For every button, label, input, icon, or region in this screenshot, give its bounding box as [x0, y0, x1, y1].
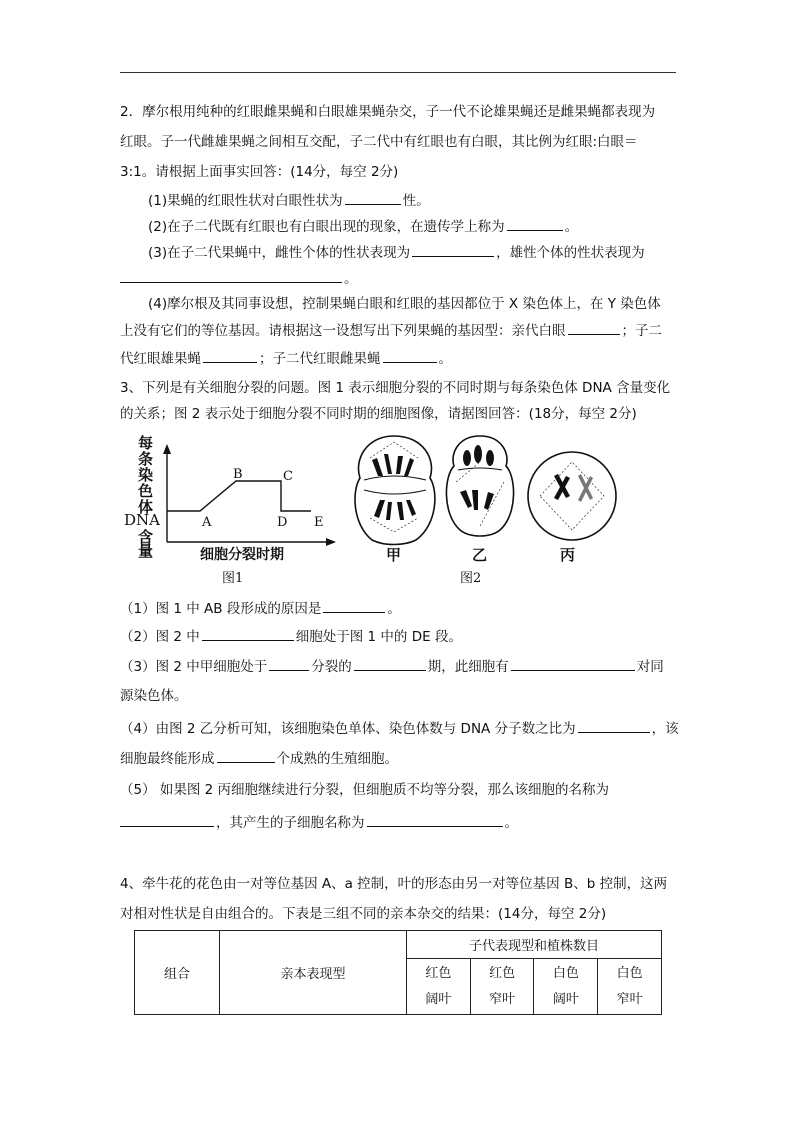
fig1-point-label: C [283, 469, 293, 484]
fig1-caption: 图1 [222, 571, 244, 586]
answer-blank[interactable] [202, 626, 294, 641]
fig1-point-label: D [277, 515, 288, 530]
answer-blank[interactable] [217, 748, 275, 763]
cross-results-table [134, 930, 662, 1015]
q3-sub-5-cont: ，其产生的子细胞名称为 。 [120, 812, 518, 833]
q3-sub-5: （5） 如果图 2 丙细胞继续进行分裂，但细胞质不均等分裂，那么该细胞的名称为 [120, 782, 610, 798]
figure-2-cells [350, 432, 620, 588]
cell-label: 丙 [560, 546, 576, 564]
q3-sub-3-cont: 源染色体。 [120, 688, 188, 704]
cell-label: 甲 [386, 546, 402, 564]
answer-blank[interactable] [120, 268, 342, 283]
answer-blank[interactable] [568, 320, 620, 335]
fig1-ylabel-char: 体 [138, 498, 154, 516]
table-header-offspring: 子代表现型和植株数目 [407, 931, 662, 959]
q3-line-1: 3、下列是有关细胞分裂的问题。图 1 表示细胞分裂的不同时期与每条染色体 DNA 含量变化 [120, 380, 671, 396]
fig1-curve [167, 481, 311, 511]
answer-blank[interactable] [511, 656, 635, 671]
answer-blank[interactable] [507, 216, 563, 231]
answer-blank[interactable] [120, 812, 214, 827]
answer-blank[interactable] [323, 598, 385, 613]
cell-bing [528, 452, 616, 540]
q2-sub-4-line-1: (4)摩尔根及其同事设想，控制果蝇白眼和红眼的基因都位于 X 染色体上，在 Y 染色体 [148, 296, 661, 312]
cell-label: 乙 [472, 546, 488, 564]
answer-blank[interactable] [367, 812, 503, 827]
q2-sub-3-cont: 。 [120, 268, 358, 289]
table-subheader: 红色 阔叶 [407, 959, 471, 1015]
q3-sub-4-cont: 细胞最终能形成 个成熟的生殖细胞。 [120, 748, 398, 769]
q2-sub-4-line-3: 代红眼雄果蝇 ；子二代红眼雌果蝇 。 [120, 348, 452, 369]
cell-yi-chromosomes [460, 445, 494, 510]
cell-jia [355, 436, 435, 545]
q2-line-3: 3:1。请根据上面事实回答：(14分，每空 2分) [120, 164, 399, 180]
fig1-ylabel-char: 条 [138, 450, 154, 468]
fig1-ylabel-char: 色 [138, 482, 154, 500]
q3-sub-2: （2）图 2 中 细胞处于图 1 中的 DE 段。 [120, 626, 462, 647]
fig1-xlabel: 细胞分裂时期 [200, 547, 284, 563]
q2-sub-4-line-2: 上没有它们的等位基因。请根据这一设想写出下列果蝇的基因型：亲代白眼 ；子二 [120, 320, 662, 341]
answer-blank[interactable] [578, 718, 650, 733]
figure-1-graph [120, 432, 340, 588]
q2-sub-1: (1)果蝇的红眼性状对白眼性状为 性。 [148, 190, 430, 211]
q3-sub-4: （4）由图 2 乙分析可知，该细胞染色单体、染色体数与 DNA 分子数之比为 ，该 [120, 718, 679, 739]
answer-blank[interactable] [354, 656, 426, 671]
table-subheader: 红色 窄叶 [470, 959, 534, 1015]
table-subheader: 白色 窄叶 [598, 959, 662, 1015]
answer-blank[interactable] [203, 348, 257, 363]
q4-line-2: 对相对性状是自由组合的。下表是三组不同的亲本杂交的结果：(14分，每空 2分) [120, 906, 607, 922]
fig1-point-label: E [314, 515, 324, 530]
fig1-x-arrow [326, 538, 336, 546]
answer-blank[interactable] [269, 656, 309, 671]
fig1-point-label: B [233, 467, 243, 482]
fig1-y-arrow [163, 444, 171, 454]
header-rule [120, 72, 676, 73]
answer-blank[interactable] [412, 242, 494, 257]
table-header-group: 组合 [135, 931, 220, 1015]
table-subheader: 白色 阔叶 [534, 959, 598, 1015]
q4-line-1: 4、牵牛花的花色由一对等位基因 A、a 控制，叶的形态由另一对等位基因 B、b 控制，这两 [120, 876, 668, 892]
fig2-caption: 图2 [460, 571, 482, 586]
table-header-parent: 亲本表现型 [220, 931, 407, 1015]
answer-blank[interactable] [345, 190, 401, 205]
q3-line-2: 的关系；图 2 表示处于细胞分裂不同时期的细胞图像，请据图回答：(18分，每空 2分) [120, 406, 637, 422]
answer-blank[interactable] [383, 348, 437, 363]
q2-line-1: 2．摩尔根用纯种的红眼雌果蝇和白眼雄果蝇杂交，子一代不论雄果蝇还是雌果蝇都表现为 [120, 104, 656, 120]
fig1-ylabel-char: 量 [138, 542, 154, 560]
q2-sub-3: (3)在子二代果蝇中，雌性个体的性状表现为 ，雄性个体的性状表现为 [148, 242, 645, 263]
q3-sub-3: （3）图 2 中甲细胞处于 分裂的 期，此细胞有 对同 [120, 656, 664, 677]
q2-sub-2: (2)在子二代既有红眼也有白眼出现的现象，在遗传学上称为 。 [148, 216, 578, 237]
cell-jia-chromosomes [372, 454, 416, 520]
q2-line-2: 红眼。子一代雌雄果蝇之间相互交配，子二代中有红眼也有白眼，其比例为红眼:白眼＝ [120, 134, 638, 150]
fig1-ylabel-char: 染 [138, 466, 154, 484]
fig1-ylabel-char: 每 [138, 434, 154, 452]
fig1-ylabel-dna: DNA [124, 511, 160, 529]
fig1-point-label: A [202, 515, 212, 530]
q3-sub-1: （1）图 1 中 AB 段形成的原因是 。 [120, 598, 401, 619]
fig1-ylabel-char: 含 [138, 528, 154, 546]
